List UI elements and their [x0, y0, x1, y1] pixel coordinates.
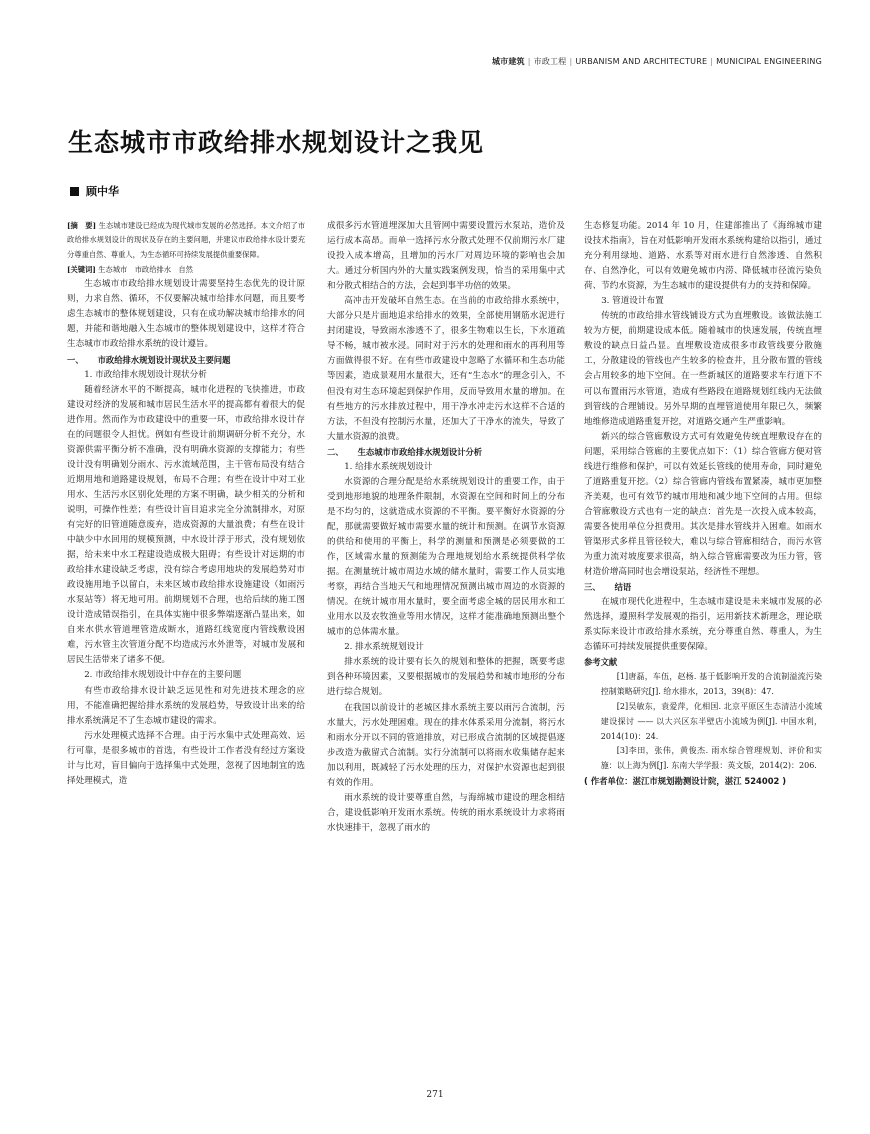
header-section-city: 城市建筑: [491, 57, 525, 66]
author-line: [70, 183, 119, 199]
subsection-heading: 1. 市政给排水规划设计现状分析: [84, 369, 207, 380]
keywords-label: [关键词]: [67, 265, 96, 275]
paragraph: 在我国以前设计的老城区排水系统主要以雨污合流制，污水量大，污水处理困难。现在的排水体系采用分流制，将污水和雨水分开以不同的管道排放，对已形成合流制的区域提倡逐步改造为截留式合流制。实行分流制可以将雨水收集储存起来加以利用，既减轻了污水处理的压力，对保护水资源也起到很有效的作用。: [327, 702, 565, 788]
abstract-text: 生态城市建设已经成为现代城市发展的必然选择。本文介绍了市政给排水规划设计的现状及存在的主要问题，并建议市政给排水设计要充分尊重自然、尊重人，为生态循环可持续发展提供重要保障。: [67, 221, 306, 259]
paragraph: 生态修复功能。2014 年 10 月，住建部推出了《海绵城市建设技术指南》，旨在对低影响开发雨水系统构建给以指引，通过充分利用绿地、道路、水系等对雨水进行自然渗透、自然积存、自然净化，可以有效避免城市内涝、降低城市径流污染负荷、节约水资源，为生态城市的建设提供有力的支持和保障。: [584, 221, 822, 292]
paragraph: 生态城市市政给排水规划设计需要坚持生态优先的设计原则，力求自然、循环，不仅要解决城市给排水问题，而且要考虑生态城市的整体规划建设，只有在成功解决城市给排水的问题，并能和谐地融入生态城市的整体规划建设中，这样才符合生态城市市政给排水系统的设计遵旨。: [67, 279, 305, 350]
subsection-heading: 1. 给排水系统规划设计: [344, 461, 433, 472]
header-section-english: URBANISM AND ARCHITECTURE: [575, 57, 708, 66]
paragraph: 雨水系统的设计要尊重自然，与海绵城市建设的理念相结合，建设低影响开发雨水系统。传统的雨水系统设计力求将雨水快速排干，忽视了雨水的: [327, 792, 565, 833]
section-heading: 三、 结语: [584, 582, 632, 593]
page-number: 271: [426, 1090, 444, 1100]
section-heading: 二、 生态城市市政给排水规划设计分析: [327, 446, 483, 457]
paragraph: 高冲击开发破坏自然生态。在当前的市政给排水系统中，大部分只是片面地追求给排水的效果，全部使用钢筋水泥进行封闭建设，导致雨水渗透不了，很多生物难以生长，下水道疏导不畅，城市被水浸。同时对于污水的处理和雨水的再利用等方面做得很不好。在有些市政建设中忽略了水循环和生态功能等因素，造成景观用水量很大，还有“生态水”的理念引入，不但没有对生态环境起到保护作用，反而导致用水量的增加。在有些地方的污水排放过程中，用干净水冲走污水这样不合适的方法，不但没有控制污水量，还加大了干净水的流失，导致了大量水资源的浪费。: [327, 296, 565, 442]
header-section-municipal: 市政工程: [533, 57, 567, 66]
keywords: [67, 262, 305, 277]
paragraph: 水资源的合理分配是给水系统规划设计的重要工作，由于受到地形地貌的地理条件限制，水资源在空间和时间上的分布是不均匀的，这就造成水资源的不平衡。要平衡好水资源的分配，那就需要做好城市需要水量的统计和预测。在调节水资源的供给和使用的平衡上，科学的测量和预测是必须要做的工作，区域需水量的预测能为合理地规划给水系统提供科学依据。在测量统计城市周边水域的储水量时，需要工作人员实地考察，再结合当地天气和地理情况预测出城市周边的水资源的情况。在统计城市用水量时，要全面考虑全城的居民用水和工业用水以及农牧渔业等用水情况，这样才能准确地预测出整个城市的总体需水量。: [327, 476, 565, 638]
reference-item: [1]唐磊，车伍，赵杨. 基于低影响开发的合流制溢流污染控制策略研究[J]. 给水排水，2013，39(8)：47.: [600, 672, 822, 697]
paragraph: 污水处理模式选择不合理。由于污水集中式处理高效、运行可靠，是很多城市的首选，有些设计工作者没有经过方案设计与比对，盲目偏向于选择集中式处理，忽视了因地制宜的选择处理模式，造: [67, 730, 305, 786]
reference-item: [3]李田，张伟，黄俊杰. 雨水综合管理规划、评价和实施：以上海为例[J]. 东南大学学报：英文版，2014(2)：206.: [600, 746, 822, 771]
paragraph: 传统的市政给排水管线铺设方式为直埋敷设。该做法施工较为方便，前期建设成本低。随着城市的快速发展，传统直埋敷设的缺点日益凸显。直埋敷设造成很多市政管线要分散施工，分散建设的管线也产生较多的检查井，且分散布置的管线会占用较多的地下空间。在一些新城区的道路要求车行道下不可以布置雨污水管道，造成有些路段在道路规划红线内无法做到管线的合理铺设。另外早期的直埋管道使用年限已久，频繁地维修造成道路重复开挖，对道路交通产生严重影响。: [584, 311, 822, 427]
subsection-heading: 2. 市政给排水规划设计中存在的主要问题: [84, 670, 242, 681]
column-1: [67, 219, 305, 789]
header-section-english-2: MUNICIPAL ENGINEERING: [716, 57, 822, 66]
author-name: 顾中华: [86, 185, 119, 198]
paragraph: 有些市政给排水设计缺乏远见性和对先进技术理念的应用，不能准确把握给排水系统的发展趋势，导致设计出来的给排水系统满足不了生态城市建设的需求。: [67, 685, 305, 726]
paragraph: 成很多污水管道埋深加大且管网中需要设置污水泵站，造价及运行成本高昂。而单一选择污水分散式处理不仅前期污水厂建设投入成本增高，且增加的污水厂对周边环境的影响也会加大。通过分析国内外的大量实践案例发现，恰当的采用集中式和分散式相结合的方法，会起到事半功倍的效果。: [327, 221, 565, 292]
column-3: [584, 219, 822, 789]
paragraph: 排水系统的设计要有长久的规划和整体的把握，既要考虑到各种环境因素，又要根据城市的发展趋势和城市地形的分布进行综合规划。: [327, 657, 565, 698]
section-heading: 一、 市政给排水规划设计现状及主要问题: [67, 354, 231, 365]
square-bullet-icon: [70, 187, 79, 196]
subsection-heading: 3. 管道设计布置: [601, 296, 664, 307]
subsection-heading: 2. 排水系统规划设计: [344, 642, 424, 653]
article-title: 生态城市市政给排水规划设计之我见: [68, 128, 485, 157]
journal-header: 城市建筑 | 市政工程 | URBANISM AND ARCHITECTURE | MUNICIPAL ENGINEERING: [491, 57, 822, 66]
abstract-label: [摘 要]: [67, 221, 97, 230]
column-2: [327, 219, 565, 836]
abstract: [67, 219, 305, 262]
paragraph: 在城市现代化进程中，生态城市建设是未来城市发展的必然选择，遵照科学发展观的指引，运用新技术新理念，理论联系实际来设计市政给排水系统，充分尊重自然、尊重人，为生态循环可持续发展提供重要保障。: [584, 597, 822, 653]
references-heading: 参考文献: [584, 657, 618, 668]
author-affiliation: ( 作者单位：湛江市规划勘测设计院，湛江 524002 ): [584, 775, 787, 786]
paragraph: 新兴的综合管廊敷设方式可有效避免传统直埋敷设存在的问题，采用综合管廊的主要优点如下：（1）综合管廊方便对管线进行维修和保护，可以有效延长管线的使用寿命，同时避免了道路重复开挖。（2）综合管廊内管线布置紧凑，城市更加整齐美观，也可有效节约城市用地和减少地下空间的占用。但综合管廊敷设方式也有一定的缺点：首先是一次投入成本较高，需要各使用单位分担费用。其次是排水管线并入困难。如雨水管渠形式多样且管径较大，难以与综合管廊相结合，而污水管为重力流对坡度要求很高，纳入综合管廊需要改为压力管，管材造价增高同时也会增设泵站，经济性不理想。: [584, 431, 822, 578]
paragraph: 随着经济水平的不断提高，城市化进程的飞快推进，市政建设对经济的发展和城市居民生活水平的提高都有着很大的促进作用。然而作为市政建设中的重要一环，市政给排水设计存在的问题很令人担忧。例如有些设计前期调研分析不充分，水资源供需平衡分析不准确，没有明确水资源的支撑能力；有些设计没有明确划分雨水、污水流域范围，主干管布局没有结合近期用地和道路建设规划，布局不合理；有些在设计中对工业用水、生活污水区别化处理的方案不明确，缺少相关的分析和说明，可操作性差；有些设计盲目追求完全分流制排水，对原有完好的旧管道随意废弃，造成资源的大量浪费；有些在设计中缺少中水回用的规模预测，中水设计浮于形式，没有规划依据，给未来中水工程建设造成极大阻碍；有些设计对远期的市政给排水建设缺乏考虑，没有综合考虑用地块的发展趋势对市政设施用地予以留白，未来区域市政给排水设施建设（如雨污水泵站等）将无地可用。前期规划不合理，也给后续的施工图设计造成错误指引，在具体实施中很多弊端逐渐凸显出来，如自来水供水管道埋管造成断水，道路红线宽度内管线敷设困难，污水管主次管道分配不均造成污水外泄等，对城市发展和居民生活带来了诸多不便。: [67, 384, 305, 666]
reference-item: [2]吴敏东，袁爱萍，化相国. 北京平原区生态清洁小流域建设探讨 —— 以大兴区东半壁店小流域为例[J]. 中国水利，2014(10)：24.: [600, 702, 822, 741]
keywords-text: 生态城市 市政给排水 自然: [98, 265, 193, 275]
